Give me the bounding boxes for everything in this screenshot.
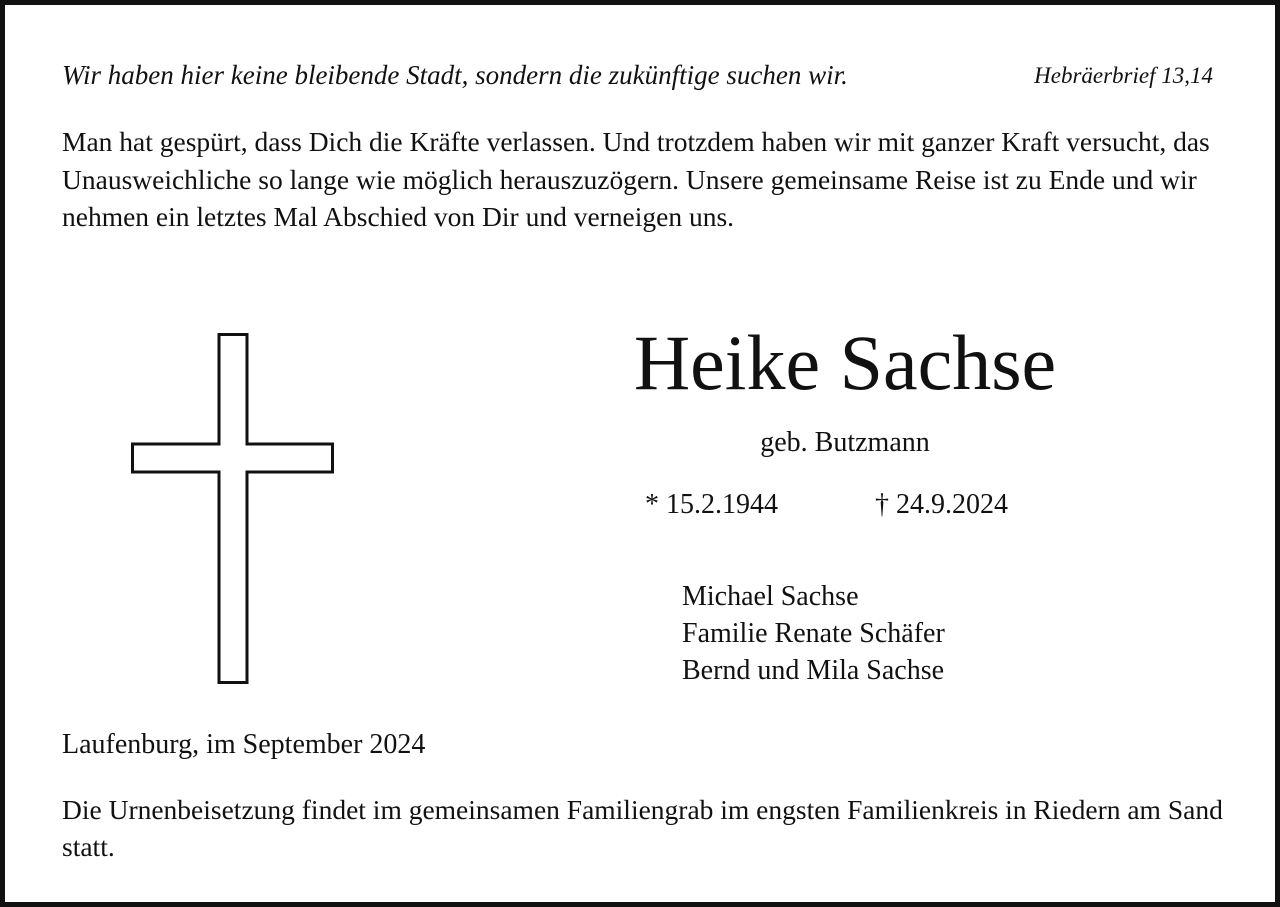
burial-notice: Die Urnenbeisetzung findet im gemeinsamen Familiengrab im engsten Familienkreis in Riedern am Sand statt.: [62, 794, 1223, 862]
mourners-list: [682, 578, 1102, 689]
cross-outline: [133, 335, 333, 683]
mourner-item: Bernd und Mila Sachse: [682, 655, 945, 686]
birth-name: geb. Butzmann: [760, 427, 930, 458]
mourner-item: Familie Renate Schäfer: [682, 618, 945, 649]
mourner-item: Michael Sachse: [682, 581, 859, 612]
deceased-name: Heike Sachse: [633, 319, 1057, 406]
bible-verse-source: Hebräerbrief 13,14: [1034, 63, 1213, 88]
birth-date: * 15.2.1944: [645, 489, 778, 520]
cross-icon: [131, 333, 334, 684]
place-and-date: Laufenburg, im September 2024: [62, 729, 426, 760]
farewell-text: Man hat gespürt, dass Dich die Kräfte verlassen. Und trotzdem haben wir mit ganzer Kraft versucht, das Unausweichliche so lange wie möglich herauszuzögern. Unsere gemeinsame Reise ist zu Ende und wir nehmen ein letztes Mal Abschied von Dir und verneigen uns.: [62, 126, 1210, 232]
bible-verse: Wir haben hier keine bleibende Stadt, sondern die zukünftige suchen wir.: [62, 60, 848, 90]
death-date: † 24.9.2024: [875, 489, 1008, 520]
